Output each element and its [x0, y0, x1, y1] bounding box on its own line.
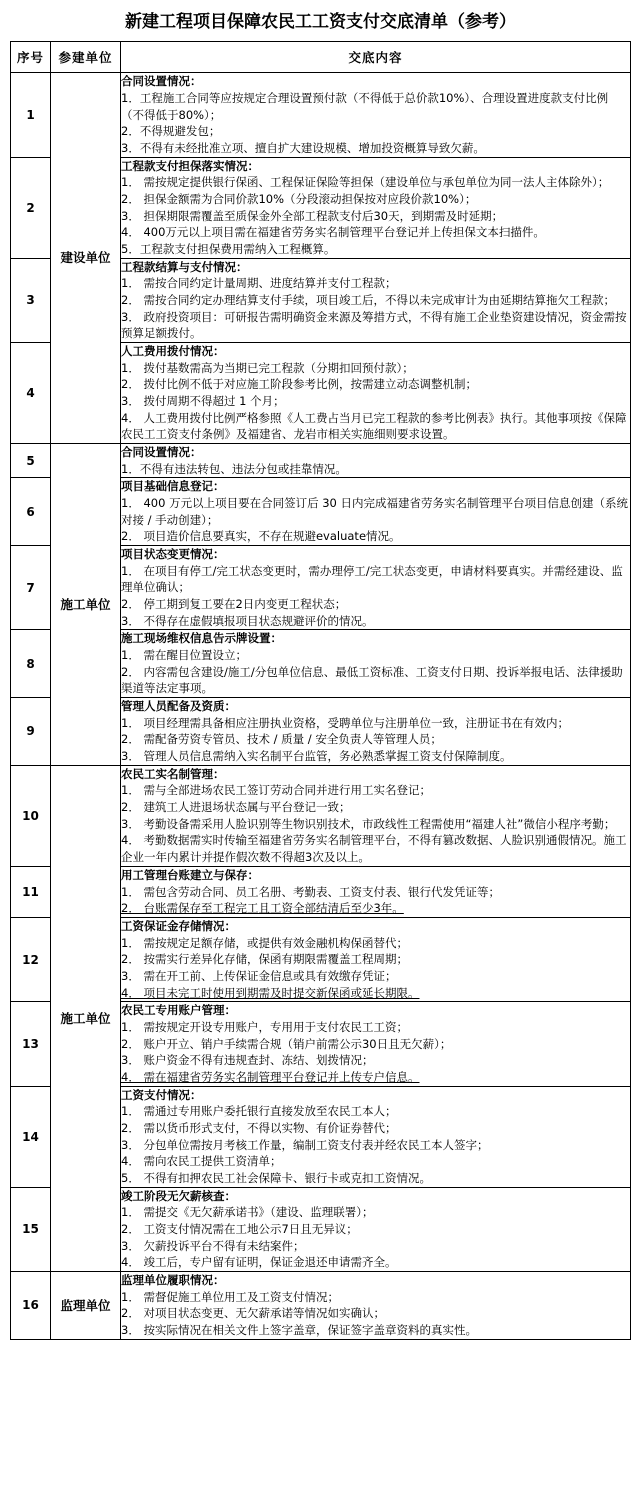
disclosure-content-cell: [121, 1002, 631, 1086]
disclosure-content-cell: [121, 1187, 631, 1271]
content-line: 1． 需按合同约定计量周期、进度结算并支付工程款；: [121, 276, 397, 291]
content-line: 1． 需按规定提供银行保函、工程保证保险等担保（建设单位与承包单位为同一法人主体除外）；: [121, 175, 610, 190]
disclosure-content-cell: [121, 1271, 631, 1339]
disclosure-content-cell: [121, 630, 631, 698]
content-heading: 项目状态变更情况：: [121, 547, 225, 562]
row-number: 4: [11, 343, 51, 444]
content-line: 4． 考勤数据需实时传输至福建省劳务实名制管理平台，不得有篡改数据、人脸识别通假情况。施工企业一年内累计并提作假次数不得超3次及以上。: [121, 833, 627, 865]
content-line: 3． 账户资金不得有违规查封、冻结、划拨情况；: [121, 1053, 374, 1068]
content-heading: 农民工实名制管理：: [121, 766, 225, 781]
row-number: 13: [11, 1002, 51, 1086]
disclosure-content-cell: [121, 478, 631, 546]
content-line: 4． 400万元以上项目需在福建省劳务实名制管理平台登记并上传担保文本扫描件。: [121, 225, 545, 240]
row-number: 7: [11, 546, 51, 630]
table-row: [11, 1271, 631, 1339]
content-heading: 工资保证金存储情况：: [121, 918, 236, 933]
disclosure-content-cell: [121, 258, 631, 342]
participating-unit-cell: 监理单位: [51, 1271, 121, 1339]
header-no: 序号: [11, 42, 51, 73]
content-line: 2． 账户开立、销户手续需合规（销户前需公示30日且无欠薪）；: [121, 1036, 452, 1051]
disclosure-checklist-table: [10, 41, 631, 1339]
row-number: 12: [11, 917, 51, 1001]
content-line: 4． 竣工后，专户留有证明，保证金退还申请需齐全。: [121, 1255, 397, 1270]
content-line: 2． 需配备劳资专管员、技术 / 质量 / 安全负责人等管理人员；: [121, 732, 442, 747]
row-number: 15: [11, 1187, 51, 1271]
row-number: 8: [11, 630, 51, 698]
content-line: 2． 需以货币形式支付，不得以实物、有价证券替代；: [121, 1120, 397, 1135]
row-number: 11: [11, 866, 51, 917]
content-line: 1．不得有违法转包、违法分包或挂靠情况。: [121, 461, 347, 476]
content-heading: 合同设置情况：: [121, 74, 202, 89]
content-heading: 项目基础信息登记：: [121, 479, 225, 494]
content-line: 2． 停工期到复工要在2日内变更工程状态；: [121, 597, 347, 612]
table-row: [11, 444, 631, 478]
content-line: 1． 需通过专用账户委托银行直接发放至农民工本人；: [121, 1104, 397, 1119]
disclosure-content-cell: [121, 917, 631, 1001]
table-row: [11, 73, 631, 157]
disclosure-content-cell: [121, 444, 631, 478]
content-line: 2． 项目造价信息要真实，不存在规避evaluate情况。: [121, 529, 401, 544]
content-heading: 农民工专用账户管理：: [121, 1003, 236, 1018]
content-line: 2． 拨付比例不低于对应施工阶段参考比例，按需建立动态调整机制；: [121, 377, 477, 392]
content-line: 4． 需在福建省劳务实名制管理平台登记并上传专户信息。: [121, 1069, 420, 1084]
content-line: 5． 不得有扣押农民工社会保障卡、银行卡或克扣工资情况。: [121, 1170, 431, 1185]
content-line: 2． 需按合同约定办理结算支付手续，项目竣工后，不得以未完成审计为由延期结算拖欠工程款；: [121, 292, 615, 307]
participating-unit-cell: 施工单位: [51, 444, 121, 766]
disclosure-content-cell: [121, 866, 631, 917]
content-line: 3． 欠薪投诉平台不得有未结案件；: [121, 1238, 305, 1253]
disclosure-content-cell: [121, 698, 631, 766]
content-line: 2． 按需实行差异化存储，保函有期限需覆盖工程周期；: [121, 952, 408, 967]
content-heading: 施工现场维权信息告示牌设置：: [121, 631, 282, 646]
content-heading: 合同设置情况：: [121, 445, 202, 460]
row-number: 3: [11, 258, 51, 342]
disclosure-content-cell: [121, 1086, 631, 1187]
content-heading: 管理人员配备及资质：: [121, 699, 236, 714]
content-line: 2． 台账需保存至工程完工且工资全部结清后至少3年。: [121, 901, 404, 916]
table-header-row: [11, 42, 631, 73]
participating-unit-cell: 建设单位: [51, 73, 121, 444]
content-line: 3． 考勤设备需采用人脸识别等生物识别技术，市政线性工程需使用“福建人社”微信小程序考勤；: [121, 816, 616, 831]
row-number: 16: [11, 1271, 51, 1339]
content-line: 2． 工资支付情况需在工地公示7日且无异议；: [121, 1221, 358, 1236]
content-line: 3． 分包单位需按月考核工作量，编制工资支付表并经农民工本人签字；: [121, 1137, 489, 1152]
content-line: 3．不得有未经批准立项、擅自扩大建设规模、增加投资概算导致欠薪。: [121, 140, 485, 155]
content-line: 4． 需向农民工提供工资清单；: [121, 1154, 282, 1169]
row-number: 1: [11, 73, 51, 157]
disclosure-content-cell: [121, 765, 631, 866]
content-line: 3． 拨付周期不得超过 1 个月；: [121, 394, 285, 409]
content-line: 5．工程款支付担保费用需纳入工程概算。: [121, 241, 336, 256]
content-heading: 工资支付情况：: [121, 1087, 202, 1102]
content-line: 1． 需督促施工单位用工及工资支付情况；: [121, 1289, 339, 1304]
row-number: 5: [11, 444, 51, 478]
content-heading: 用工管理台账建立与保存：: [121, 867, 259, 882]
disclosure-content-cell: [121, 546, 631, 630]
content-line: 3． 按实际情况在相关文件上签字盖章，保证签字盖章资料的真实性。: [121, 1322, 477, 1337]
content-line: 1． 在项目有停工/完工状态变更时，需办理停工/完工状态变更，申请材料要真实。并需经建设、监理单位确认；: [121, 563, 623, 595]
content-line: 1．工程施工合同等应按规定合理设置预付款（不得低于总价款10%）、合理设置进度款支付比例（不得低于80%）；: [121, 90, 609, 122]
content-line: 2． 建筑工人进退场状态属与平台登记一致；: [121, 800, 351, 815]
page-title: 新建工程项目保障农民工工资支付交底清单（参考）: [125, 12, 516, 32]
content-line: 1． 需包含劳动合同、员工名册、考勤表、工资支付表、银行代发凭证等；: [121, 884, 500, 899]
content-line: 4． 人工费用拨付比例严格参照《人工费占当月已完工程款的参考比例表》执行。其他事项按《保障农民工工资支付条例》及福建省、龙岩市相关实施细则要求设置。: [121, 410, 627, 442]
content-line: 1． 需在醒目位置设立；: [121, 648, 247, 663]
row-number: 14: [11, 1086, 51, 1187]
content-line: 3． 担保期限需覆盖至质保金外全部工程款支付后30天，到期需及时延期；: [121, 208, 504, 223]
content-line: 2．不得规避发包；: [121, 124, 221, 139]
row-number: 2: [11, 157, 51, 258]
content-heading: 工程款结算与支付情况：: [121, 259, 248, 274]
content-heading: 工程款支付担保落实情况：: [121, 158, 259, 173]
content-line: 1． 需提交《无欠薪承诺书》（建设、监理联署）；: [121, 1205, 374, 1220]
content-line: 1． 项目经理需具备相应注册执业资格，受聘单位与注册单位一致，注册证书在有效内；: [121, 715, 569, 730]
content-line: 2． 内容需包含建设/施工/分包单位信息、最低工资标准、工资支付日期、投诉举报电话、法律援助渠道等法定事项。: [121, 664, 623, 696]
content-heading: 人工费用拨付情况：: [121, 344, 225, 358]
content-line: 4． 项目未完工时使用到期需及时提交新保函或延长期限。: [121, 985, 420, 1000]
disclosure-content-cell: [121, 343, 631, 444]
content-heading: 监理单位履职情况：: [121, 1272, 225, 1287]
row-number: 10: [11, 765, 51, 866]
table-row: [11, 765, 631, 866]
row-number: 9: [11, 698, 51, 766]
content-line: 3． 政府投资项目：可研报告需明确资金来源及筹措方式，不得有施工企业垫资建设情况，资金需按预算足额拨付。: [121, 309, 627, 341]
table-body: [11, 73, 631, 1339]
content-line: 2． 担保金额需为合同价款10%（分段滚动担保按对应段价款10%）；: [121, 191, 477, 206]
participating-unit-cell: 施工单位: [51, 765, 121, 1271]
header-unit: 参建单位: [51, 42, 121, 73]
content-line: 3． 需在开工前、上传保证金信息或具有效缴存凭证；: [121, 968, 397, 983]
content-line: 1． 需按规定足额存储，或提供有效金融机构保函替代；: [121, 935, 408, 950]
disclosure-content-cell: [121, 73, 631, 157]
content-line: 1． 需按规定开设专用账户，专用用于支付农民工工资；: [121, 1019, 408, 1034]
content-line: 3． 不得存在虚假填报项目状态规避评价的情况。: [121, 613, 374, 628]
content-line: 1． 400 万元以上项目要在合同签订后 30 日内完成福建省劳务实名制管理平台项目信息创建（系统对接 / 手动创建）；: [121, 496, 629, 527]
content-line: 3． 管理人员信息需纳入实名制平台监管，务必熟悉掌握工资支付保障制度。: [121, 749, 512, 764]
disclosure-content-cell: [121, 157, 631, 258]
content-line: 1． 拨付基数需高为当期已完工程款（分期扣回预付款）；: [121, 360, 414, 375]
content-line: 2． 对项目状态变更、无欠薪承诺等情况如实确认；: [121, 1306, 385, 1321]
header-content: 交底内容: [121, 42, 631, 73]
content-heading: 竣工阶段无欠薪核查：: [121, 1188, 236, 1203]
row-number: 6: [11, 478, 51, 546]
content-line: 1． 需与全部进场农民工签订劳动合同并进行用工实名登记；: [121, 783, 431, 798]
